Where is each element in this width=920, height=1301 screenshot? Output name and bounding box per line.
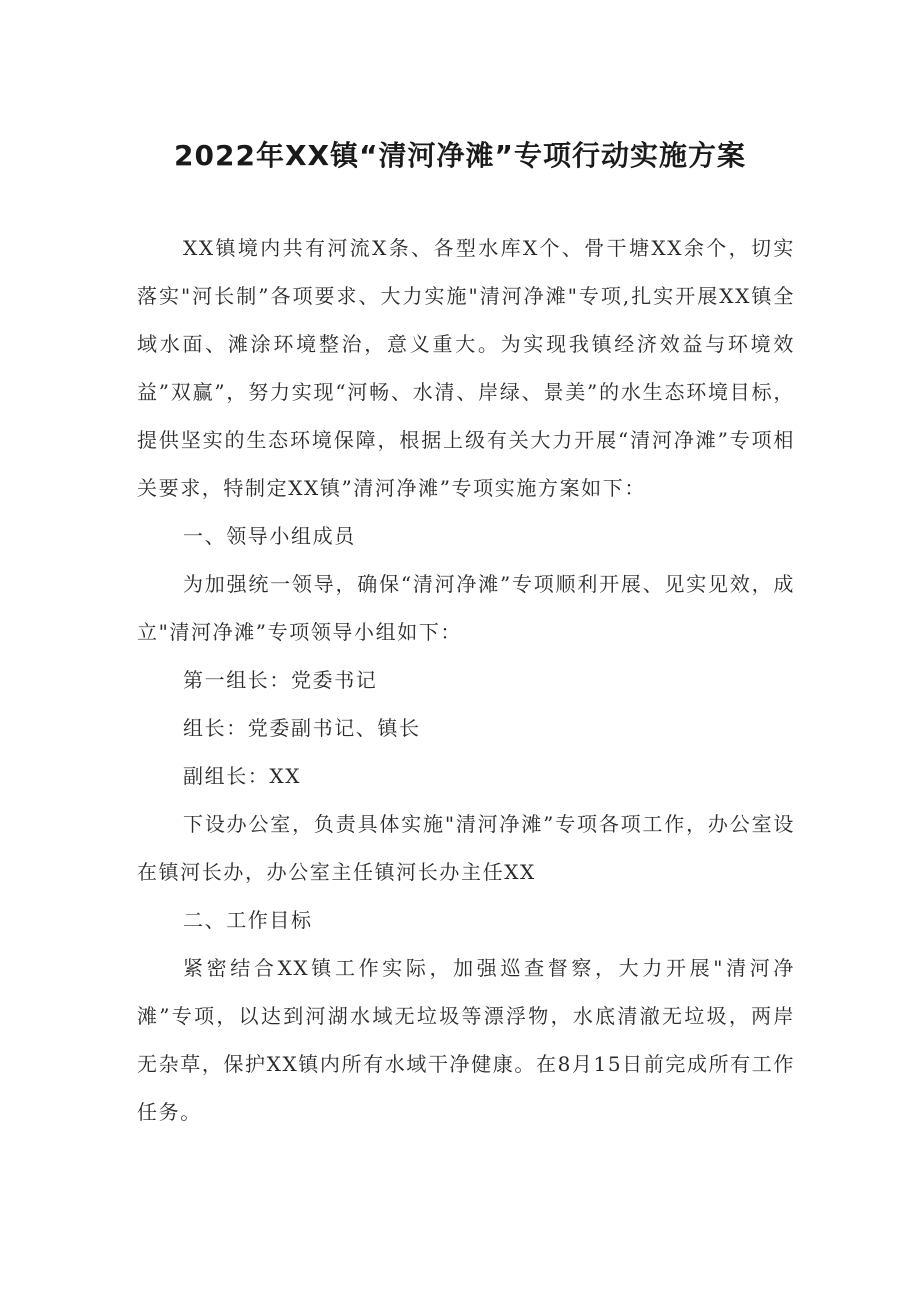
- leadership-paragraph: 为加强统一领导，确保“清河净滩”专项顺利开展、见实见效，成立"清河净滩”专项领导小组如下：: [137, 572, 795, 644]
- office-paragraph: 下设办公室，负责具体实施"清河净滩”专项各项工作，办公室设在镇河长办，办公室主任镇河长办主任XX: [137, 812, 795, 884]
- intro-paragraph: XX镇境内共有河流X条、各型水库X个、骨干塘XX余个，切实落实"河长制”各项要求、大力实施"清河净滩"专项,扎实开展XX镇全域水面、滩涂环境整治，意义重大。为实现我镇经济效益与环境效益”双赢”，努力实现“河畅、水清、岸绿、景美”的水生态环境目标，提供坚实的生态环境保障，根据上级有关大力开展“清河净滩”专项相关要求，特制定XX镇”清河净滩”专项实施方案如下：: [137, 236, 795, 500]
- section-heading-2: 二、工作目标: [183, 908, 313, 932]
- leader-line: 组长：党委副书记、镇长: [183, 716, 421, 740]
- deputy-leader-line: 副组长：XX: [183, 764, 302, 788]
- document-title: 2022年XX镇“清河净滩”专项行动实施方案: [174, 139, 746, 172]
- section-heading-1: 一、领导小组成员: [183, 524, 356, 548]
- goals-paragraph: 紧密结合XX镇工作实际，加强巡查督察，大力开展"清河净滩”专项，以达到河湖水域无垃圾等漂浮物，水底清澈无垃圾，两岸无杂草，保护XX镇内所有水域干净健康。在8月15日前完成所有工作任务。: [137, 956, 795, 1124]
- document-body: [137, 224, 795, 1136]
- first-leader-line: 第一组长：党委书记: [183, 668, 378, 692]
